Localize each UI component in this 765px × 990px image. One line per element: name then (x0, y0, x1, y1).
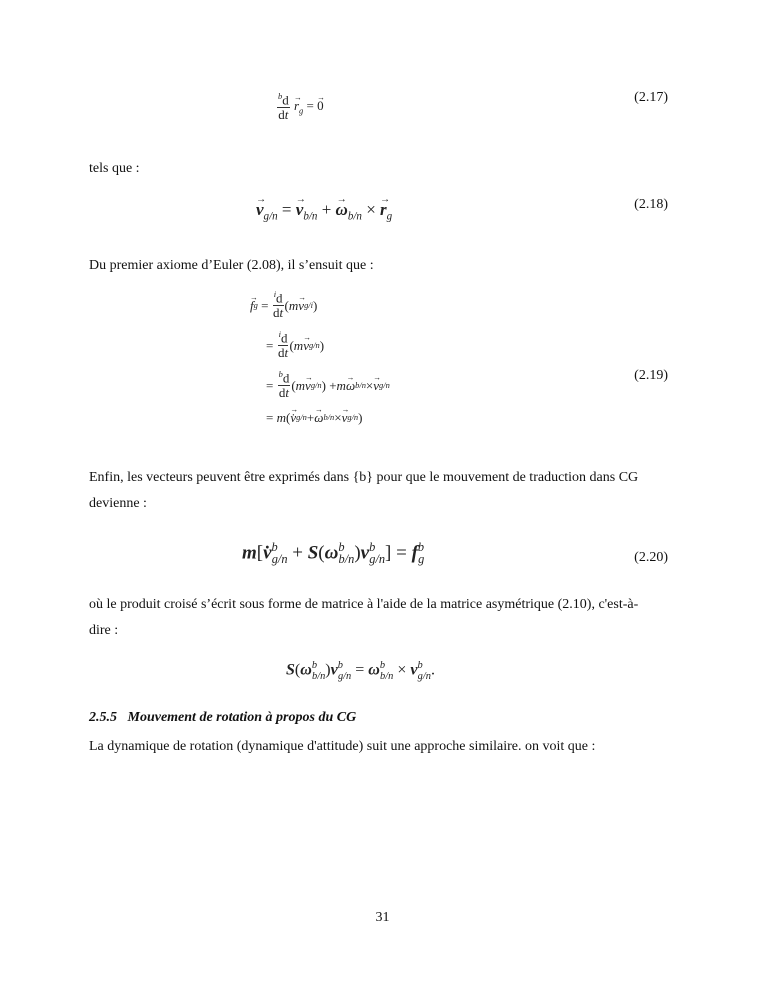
paragraph-rotation: La dynamique de rotation (dynamique d'attitude) suit une approche similaire. on voit que : (89, 739, 596, 754)
equation-2-19-line-3: = $\frac{^bd}{dt}$ ( m → v g/n ) + m → ω b/n × → v g/n (250, 372, 390, 398)
equation-2-19-line-1: → f g = $\frac{^id}{dt}$ ( m → v g/i ) (250, 292, 390, 318)
paragraph-euler: Du premier axiome d’Euler (2.08), il s’ensuit que : (89, 258, 374, 273)
equation-2-19-line-2: = $\frac{^id}{dt}$ ( m → v g/n ) (250, 332, 390, 358)
equation-2-18: → $v_{g/n}$ = → $v_{b/n}$ + → $\omega_{b/n}$ × → $r_g$ (256, 200, 392, 222)
equation-number-2-19: (2.19) (634, 368, 668, 383)
section-title: Mouvement de rotation à propos du CG (127, 710, 357, 725)
equation-number-2-18: (2.18) (634, 197, 668, 212)
equation-2-17: $\frac{^bd}{dt}$ → $r_g$ = → 0 (276, 92, 324, 122)
equation-number-2-20: (2.20) (634, 550, 668, 565)
equation-2-19 (250, 289, 390, 430)
page-number: 31 (375, 910, 390, 925)
paragraph-ou-line-1: où le produit croisé s’écrit sous forme de matrice à l'aide de la matrice asymétrique (2.10), c'est-à- (89, 597, 639, 612)
equation-2-19-line-4: = m ( → v̇ g/n + → ω b/n × → v g/n ) (250, 404, 390, 430)
equation-number-2-17: (2.17) (634, 90, 668, 105)
equation-2-20: m[v̇$^b_{g/n}$ + $S(\omega^b_{b/n})v^b_{g/n}] = f^b_g$ (242, 540, 425, 567)
paragraph-enfin-line-2: devienne : (89, 496, 147, 511)
equation-cross-product: $S(\omega^b_{b/n})v^b_{g/n} = \omega^b_{b/n} \times v^b_{g/n}$. (286, 660, 435, 682)
paragraph-enfin-line-1: Enfin, les vecteurs peuvent être exprimés dans {b} pour que le mouvement de traduction dans CG (89, 470, 639, 485)
paragraph-ou-line-2: dire : (89, 623, 119, 638)
section-heading (89, 710, 356, 726)
section-number: 2.5.5 (89, 710, 117, 725)
paragraph-tels-que: tels que : (89, 161, 140, 176)
